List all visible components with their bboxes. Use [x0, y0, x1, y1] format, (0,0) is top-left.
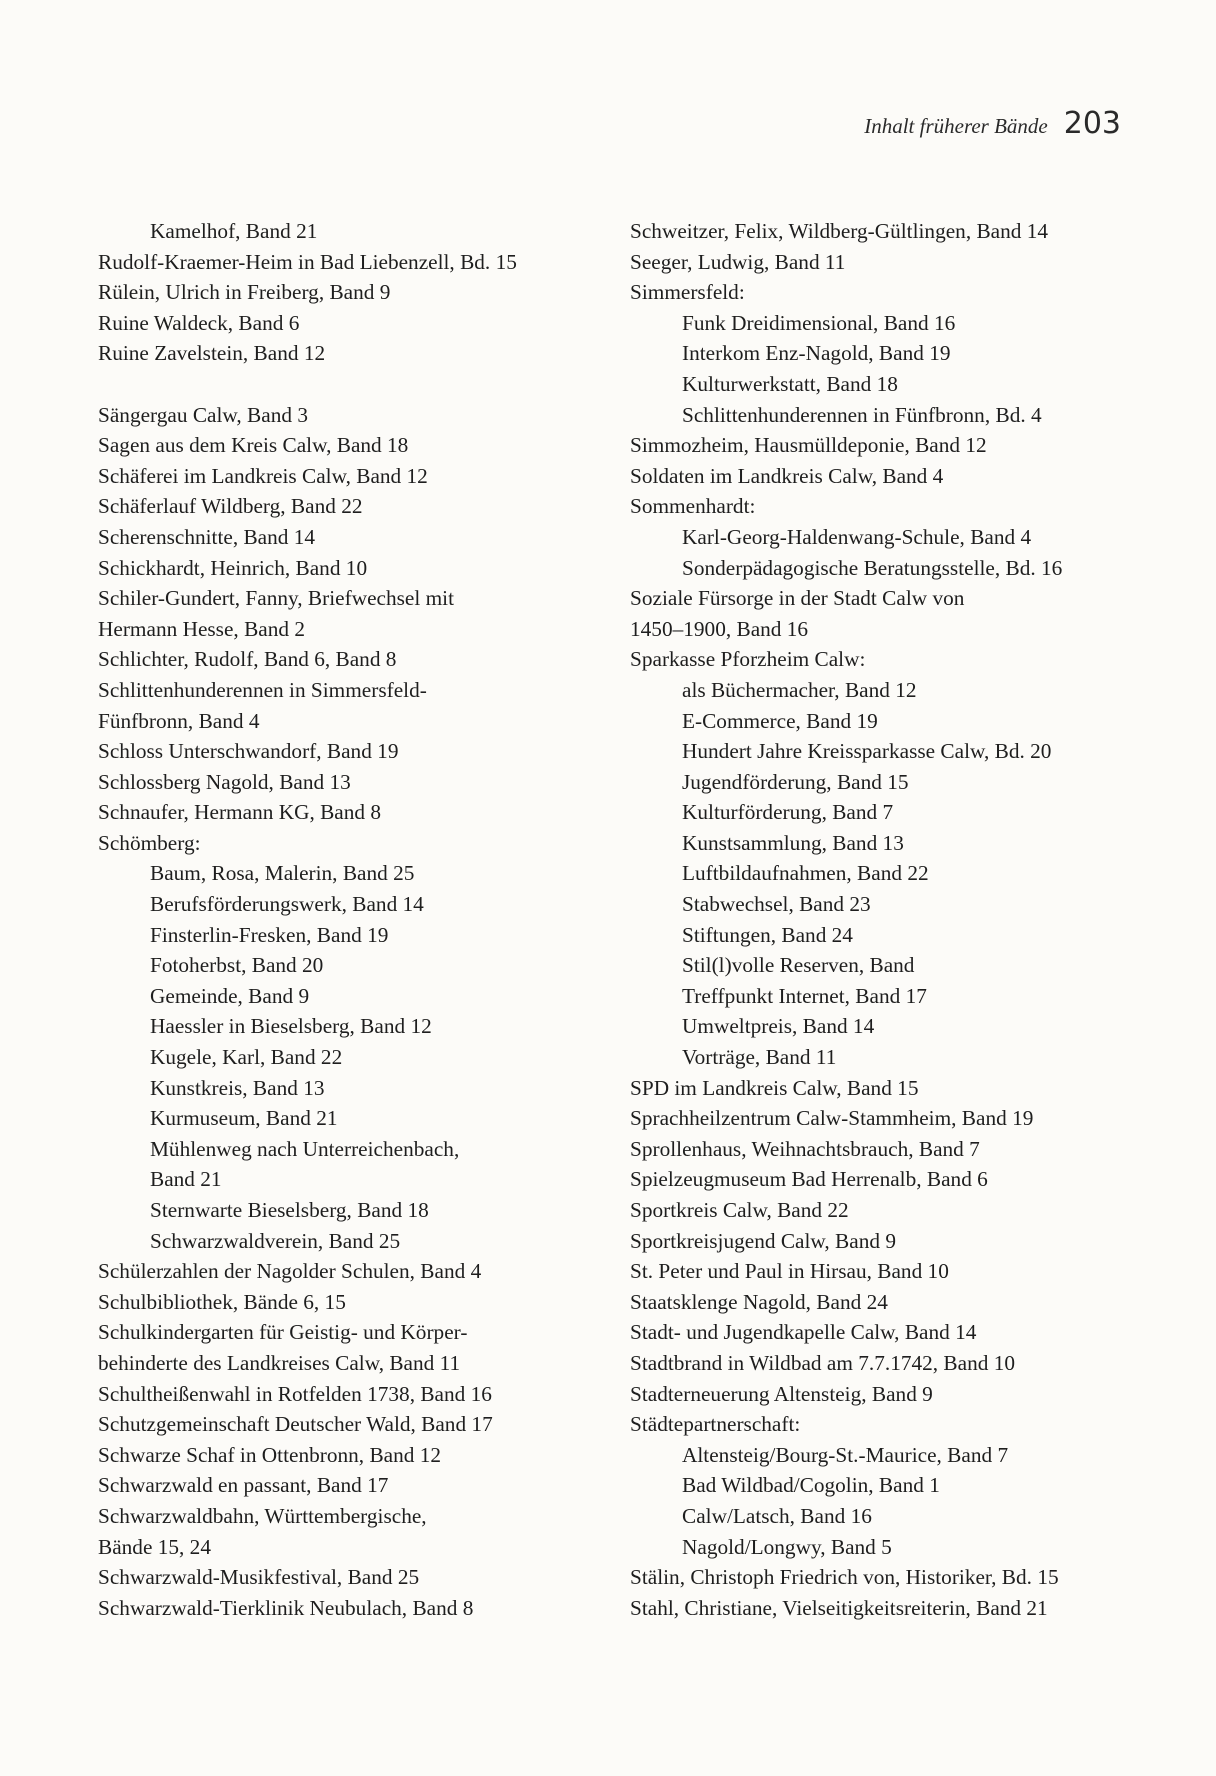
index-subentry: Schwarzwaldverein, Band 25 [150, 1228, 401, 1253]
index-subentry: Karl-Georg-Haldenwang-Schule, Band 4 [682, 524, 1032, 549]
index-subentry: Schlittenhunderennen in Fünfbronn, Bd. 4 [682, 402, 1042, 427]
index-entry: Schülerzahlen der Nagolder Schulen, Band 4 [98, 1259, 482, 1284]
index-entry: St. Peter und Paul in Hirsau, Band 10 [630, 1259, 949, 1284]
index-subentry: Kunstsammlung, Band 13 [682, 830, 904, 855]
index-entry: Schultheißenwahl in Rotfelden 1738, Band 16 [98, 1381, 492, 1406]
index-column-right [630, 216, 1130, 1623]
index-subentry: Mühlenweg nach Unterreichenbach, [150, 1136, 460, 1161]
index-subentry: Jugendförderung, Band 15 [682, 769, 909, 794]
index-entry: Staatsklenge Nagold, Band 24 [630, 1289, 888, 1314]
index-entry: Soziale Fürsorge in der Stadt Calw von [630, 586, 965, 611]
index-entry: Stälin, Christoph Friedrich von, Historiker, Bd. 15 [630, 1565, 1059, 1590]
index-subentry: Haessler in Bieselsberg, Band 12 [150, 1014, 432, 1039]
index-entry: Schwarze Schaf in Ottenbronn, Band 12 [98, 1442, 442, 1467]
index-entry: Stadterneuerung Altensteig, Band 9 [630, 1381, 933, 1406]
index-subentry: Vorträge, Band 11 [682, 1045, 837, 1070]
index-entry: Sportkreis Calw, Band 22 [630, 1198, 849, 1222]
index-entry: Hermann Hesse, Band 2 [98, 616, 305, 641]
index-subentry: Hundert Jahre Kreissparkasse Calw, Bd. 20 [682, 739, 1052, 764]
index-subentry: Nagold/Longwy, Band 5 [682, 1534, 892, 1559]
index-entry: Schnaufer, Hermann KG, Band 8 [98, 800, 382, 825]
index-entry: Schutzgemeinschaft Deutscher Wald, Band 17 [98, 1412, 493, 1437]
index-entry: Schiler-Gundert, Fanny, Briefwechsel mit [98, 586, 455, 611]
index-subentry: Kugele, Karl, Band 22 [150, 1045, 343, 1070]
index-entry: Schickhardt, Heinrich, Band 10 [98, 555, 368, 580]
index-subentry: Sternwarte Bieselsberg, Band 18 [150, 1198, 429, 1222]
index-subentry: Luftbildaufnahmen, Band 22 [682, 861, 929, 886]
index-entry: behinderte des Landkreises Calw, Band 11 [98, 1350, 461, 1375]
index-entry: Schulbibliothek, Bände 6, 15 [98, 1289, 346, 1314]
running-header-title: Inhalt früherer Bände [864, 114, 1048, 138]
index-entry: Simmozheim, Hausmülldeponie, Band 12 [630, 433, 987, 458]
page-number: 203 [1063, 106, 1121, 141]
index-subentry: Kamelhof, Band 21 [150, 219, 318, 243]
index-entry: Schloss Unterschwandorf, Band 19 [98, 739, 399, 764]
index-entry: Spielzeugmuseum Bad Herrenalb, Band 6 [630, 1167, 988, 1192]
index-entry: Fünfbronn, Band 4 [98, 708, 260, 733]
index-subentry: Stil(l)volle Reserven, Band [682, 953, 915, 978]
index-entry: Schwarzwald-Musikfestival, Band 25 [98, 1565, 420, 1590]
running-header [864, 106, 1121, 141]
index-subentry: Kulturwerkstatt, Band 18 [682, 371, 898, 396]
index-entry: Schwarzwald en passant, Band 17 [98, 1473, 389, 1498]
index-subentry: Funk Dreidimensional, Band 16 [682, 310, 956, 335]
index-subentry: Band 21 [150, 1167, 222, 1192]
index-entry: Schwarzwaldbahn, Württembergische, [98, 1503, 427, 1528]
index-subentry: Kurmuseum, Band 21 [150, 1106, 338, 1131]
index-subentry: Altensteig/Bourg-St.-Maurice, Band 7 [682, 1442, 1009, 1467]
index-entry: Soldaten im Landkreis Calw, Band 4 [630, 463, 944, 488]
index-entry: Schweitzer, Felix, Wildberg-Gültlingen, Band 14 [630, 219, 1049, 243]
index-entry: Stadtbrand in Wildbad am 7.7.1742, Band 10 [630, 1350, 1016, 1375]
index-entry: Sprollenhaus, Weihnachtsbrauch, Band 7 [630, 1136, 980, 1161]
index-column-left [98, 216, 618, 1623]
index-subentry: Interkom Enz-Nagold, Band 19 [682, 341, 951, 366]
index-entry: Seeger, Ludwig, Band 11 [630, 249, 846, 274]
index-subentry: Umweltpreis, Band 14 [682, 1014, 875, 1039]
index-subentry: Finsterlin-Fresken, Band 19 [150, 922, 389, 947]
index-subentry: Sonderpädagogische Beratungsstelle, Bd. 16 [682, 555, 1063, 580]
index-entry: Schlittenhunderennen in Simmersfeld- [98, 677, 427, 702]
index-entry: Schlossberg Nagold, Band 13 [98, 769, 351, 794]
index-entry: Schwarzwald-Tierklinik Neubulach, Band 8 [98, 1595, 474, 1620]
index-subentry: Gemeinde, Band 9 [150, 983, 310, 1008]
index-subentry: als Büchermacher, Band 12 [682, 677, 917, 702]
index-entry: 1450–1900, Band 16 [630, 616, 809, 641]
index-subentry: Treffpunkt Internet, Band 17 [682, 983, 927, 1008]
index-entry: Stadt- und Jugendkapelle Calw, Band 14 [630, 1320, 977, 1345]
index-entry: Sängergau Calw, Band 3 [98, 402, 308, 427]
index-entry: Scherenschnitte, Band 14 [98, 524, 316, 549]
index-entry: Städtepartnerschaft: [630, 1412, 801, 1437]
index-subentry: Kulturförderung, Band 7 [682, 800, 894, 825]
index-subentry: Bad Wildbad/Cogolin, Band 1 [682, 1473, 940, 1498]
index-entry: Bände 15, 24 [98, 1534, 211, 1559]
index-entry: Sommenhardt: [630, 494, 756, 519]
index-entry: Schäferei im Landkreis Calw, Band 12 [98, 463, 428, 488]
index-entry: Sprachheilzentrum Calw-Stammheim, Band 19 [630, 1106, 1034, 1131]
index-entry: Schulkindergarten für Geistig- und Körper- [98, 1320, 468, 1345]
index-entry: SPD im Landkreis Calw, Band 15 [630, 1075, 919, 1100]
index-subentry: Stiftungen, Band 24 [682, 922, 853, 947]
index-subentry: Baum, Rosa, Malerin, Band 25 [150, 861, 415, 886]
index-entry: Sportkreisjugend Calw, Band 9 [630, 1228, 896, 1253]
index-subentry: Kunstkreis, Band 13 [150, 1075, 325, 1100]
index-entry: Ruine Waldeck, Band 6 [98, 310, 300, 335]
index-subentry: Berufsförderungswerk, Band 14 [150, 892, 424, 917]
index-entry: Simmersfeld: [630, 280, 745, 305]
index-entry: Schömberg: [98, 830, 201, 855]
index-entry: Stahl, Christiane, Vielseitigkeitsreiterin, Band 21 [630, 1595, 1048, 1620]
index-subentry: Calw/Latsch, Band 16 [682, 1503, 872, 1528]
index-entry: Sparkasse Pforzheim Calw: [630, 647, 866, 672]
index-entry: Rülein, Ulrich in Freiberg, Band 9 [98, 280, 391, 305]
index-entry: Sagen aus dem Kreis Calw, Band 18 [98, 433, 409, 458]
section-gap [98, 369, 618, 400]
index-entry: Ruine Zavelstein, Band 12 [98, 341, 326, 366]
index-subentry: E-Commerce, Band 19 [682, 708, 878, 733]
index-subentry: Stabwechsel, Band 23 [682, 892, 871, 917]
index-entry: Schlichter, Rudolf, Band 6, Band 8 [98, 647, 397, 672]
index-entry: Rudolf-Kraemer-Heim in Bad Liebenzell, Bd. 15 [98, 249, 517, 274]
index-subentry: Fotoherbst, Band 20 [150, 953, 324, 978]
index-entry: Schäferlauf Wildberg, Band 22 [98, 494, 363, 519]
